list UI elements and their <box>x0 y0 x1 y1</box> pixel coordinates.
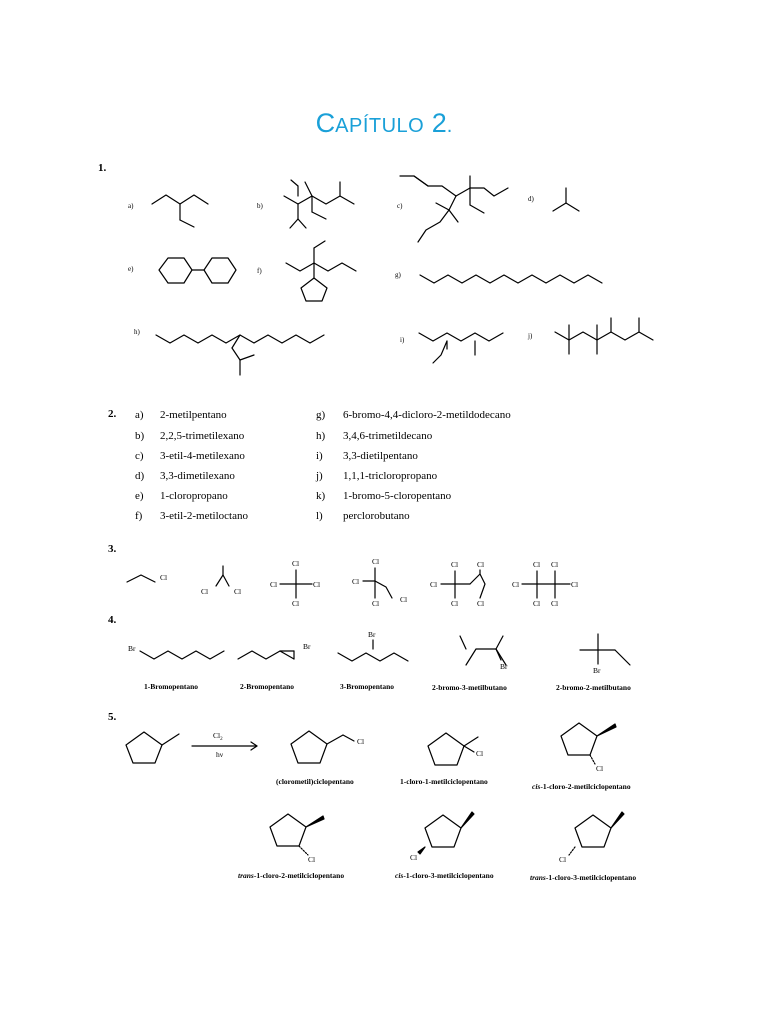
q3-atom: Cl <box>533 599 541 608</box>
q1-structure-j <box>555 318 653 354</box>
q5-condition: hν <box>216 750 224 759</box>
q5-caption-5-prefix: cis <box>395 871 404 880</box>
q1-label-b: b) <box>257 202 263 210</box>
q1-label-d: d) <box>528 195 534 203</box>
q3-atom: Cl <box>512 580 520 589</box>
q1-label-g: g) <box>395 271 401 279</box>
q2-letter-i: i) <box>316 450 323 462</box>
q4-atom: Br <box>500 662 508 671</box>
q1-structure-f <box>286 241 356 301</box>
q4-atom: Br <box>593 666 601 675</box>
q3-atom: Cl <box>372 557 380 566</box>
q3-structure-6 <box>522 571 570 598</box>
q3-atom: Cl <box>313 580 321 589</box>
q2-name-h: 3,4,6-trimetildecano <box>343 430 433 442</box>
question-1-number: 1. <box>98 162 107 174</box>
q3-atom: Cl <box>533 560 541 569</box>
q1-label-j: j) <box>528 332 533 340</box>
q2-letter-d: d) <box>135 470 145 482</box>
q3-atom: Cl <box>430 580 438 589</box>
question-4-number: 4. <box>108 614 117 626</box>
q2-name-g: 6-bromo-4,4-dicloro-2-metildodecano <box>343 409 511 421</box>
q2-letter-l: l) <box>316 510 323 522</box>
q5-product-5 <box>418 812 474 854</box>
q5-caption-4-prefix: trans <box>238 871 254 880</box>
q2-letter-c: c) <box>135 450 144 462</box>
q3-atom: Cl <box>160 573 168 582</box>
q5-product-2 <box>428 733 478 765</box>
q1-structure-c <box>400 176 508 242</box>
q5-product-3 <box>561 723 616 764</box>
q2-letter-a: a) <box>135 409 144 421</box>
q3-atom: Cl <box>451 560 459 569</box>
q5-product-1 <box>291 731 354 763</box>
q5-atom: Cl <box>308 855 316 864</box>
question-5-number: 5. <box>108 711 117 723</box>
q5-caption-3-rest: -1-cloro-2-metilciclopentano <box>540 782 631 791</box>
q1-label-c: c) <box>397 202 403 210</box>
title-dot: . <box>446 115 453 137</box>
q5-caption-3-prefix: cis <box>532 782 541 791</box>
q1-structure-d <box>553 188 579 211</box>
q3-structure-4 <box>363 568 392 598</box>
q5-product-6 <box>569 812 624 855</box>
q3-atom: Cl <box>270 580 278 589</box>
q2-letter-e: e) <box>135 490 144 502</box>
q4-caption-5: 2-bromo-2-metilbutano <box>556 683 631 692</box>
q4-caption-4: 2-bromo-3-metilbutano <box>432 683 507 692</box>
q1-structure-h <box>156 335 324 375</box>
q5-atom: Cl <box>476 749 484 758</box>
q1-label-h: h) <box>134 328 140 336</box>
q5-atom: Cl <box>410 853 418 862</box>
q1-label-e: e) <box>128 265 134 273</box>
q2-letter-f: f) <box>135 510 143 522</box>
q4-structure-1 <box>140 651 224 659</box>
question-3-number: 3. <box>108 543 117 555</box>
q1-structure-b <box>284 180 354 228</box>
q4-caption-3: 3-Bromopentano <box>340 682 395 691</box>
q5-atom: Cl <box>357 737 365 746</box>
q1-label-f: f) <box>257 267 262 275</box>
q1-structure-e <box>159 258 236 283</box>
q1-label-i: i) <box>400 336 405 344</box>
q3-structure-1 <box>127 575 155 582</box>
q3-structure-5 <box>441 570 485 598</box>
q1-structure-g <box>420 275 602 283</box>
q3-atom: Cl <box>372 599 380 608</box>
question-2-number: 2. <box>108 408 117 420</box>
q2-name-f: 3-etil-2-metiloctano <box>160 510 248 522</box>
q2-name-a: 2-metilpentano <box>160 409 227 421</box>
q4-caption-2: 2-Bromopentano <box>240 682 295 691</box>
q5-caption-2: 1-cloro-1-metilciclopentano <box>400 777 488 786</box>
q5-caption-4-rest: -1-cloro-2-metilciclopentano <box>253 871 345 880</box>
q3-atom: Cl <box>201 587 209 596</box>
q5-reagent: $Cl_2$ <box>213 731 223 742</box>
q2-letter-g: g) <box>316 409 326 421</box>
q3-structure-3 <box>280 570 312 598</box>
q5-atom: Cl <box>596 764 604 773</box>
q5-reaction-arrow <box>192 742 257 750</box>
q2-name-c: 3-etil-4-metilexano <box>160 450 245 462</box>
title-cap: C <box>315 108 336 138</box>
q4-atom: Br <box>128 644 136 653</box>
q2-letter-b: b) <box>135 430 145 442</box>
q5-caption-6-rest: -1-cloro-3-metilciclopentano <box>545 873 637 882</box>
q5-reactant <box>126 732 179 763</box>
q3-atom: Cl <box>551 599 559 608</box>
title-rest: APÍTULO <box>335 115 425 137</box>
q2-name-e: 1-cloropropano <box>160 490 228 502</box>
q5-product-4 <box>270 814 324 855</box>
q4-structure-5 <box>580 634 630 665</box>
q3-atom: Cl <box>477 560 485 569</box>
q2-name-i: 3,3-dietilpentano <box>343 450 418 462</box>
q2-name-d: 3,3-dimetilexano <box>160 470 235 482</box>
title-num: 2 <box>424 108 447 138</box>
q2-name-j: 1,1,1-tricloropropano <box>343 470 438 482</box>
q4-structure-3 <box>338 640 408 661</box>
q5-caption-5-rest: -1-cloro-3-metilciclopentano <box>403 871 494 880</box>
q5-caption-1: (clorometil)ciclopentano <box>276 777 354 786</box>
q2-letter-h: h) <box>316 430 326 442</box>
q3-atom: Cl <box>571 580 579 589</box>
q4-structure-4 <box>460 636 506 665</box>
q4-caption-1: 1-Bromopentano <box>144 682 199 691</box>
q3-structure-2 <box>216 566 229 586</box>
q3-atom: Cl <box>451 599 459 608</box>
q4-atom: Br <box>303 642 311 651</box>
q3-atom: Cl <box>292 559 300 568</box>
q2-name-l: perclorobutano <box>343 510 410 522</box>
q4-atom: Br <box>368 630 376 639</box>
q2-letter-j: j) <box>316 470 323 482</box>
q3-atom: Cl <box>292 599 300 608</box>
q1-structure-i <box>419 333 503 363</box>
q5-caption-6-prefix: trans <box>530 873 546 882</box>
q1-label-a: a) <box>128 202 134 210</box>
q2-name-b: 2,2,5-trimetilexano <box>160 430 245 442</box>
q3-atom: Cl <box>551 560 559 569</box>
q5-atom: Cl <box>559 855 567 864</box>
q3-atom: Cl <box>477 599 485 608</box>
q2-name-k: 1-bromo-5-cloropentano <box>343 490 452 502</box>
q3-atom: Cl <box>400 595 408 604</box>
q4-structure-2 <box>238 651 294 659</box>
q3-atom: Cl <box>234 587 242 596</box>
q3-atom: Cl <box>352 577 360 586</box>
q2-letter-k: k) <box>316 490 326 502</box>
q1-structure-a <box>152 195 208 227</box>
